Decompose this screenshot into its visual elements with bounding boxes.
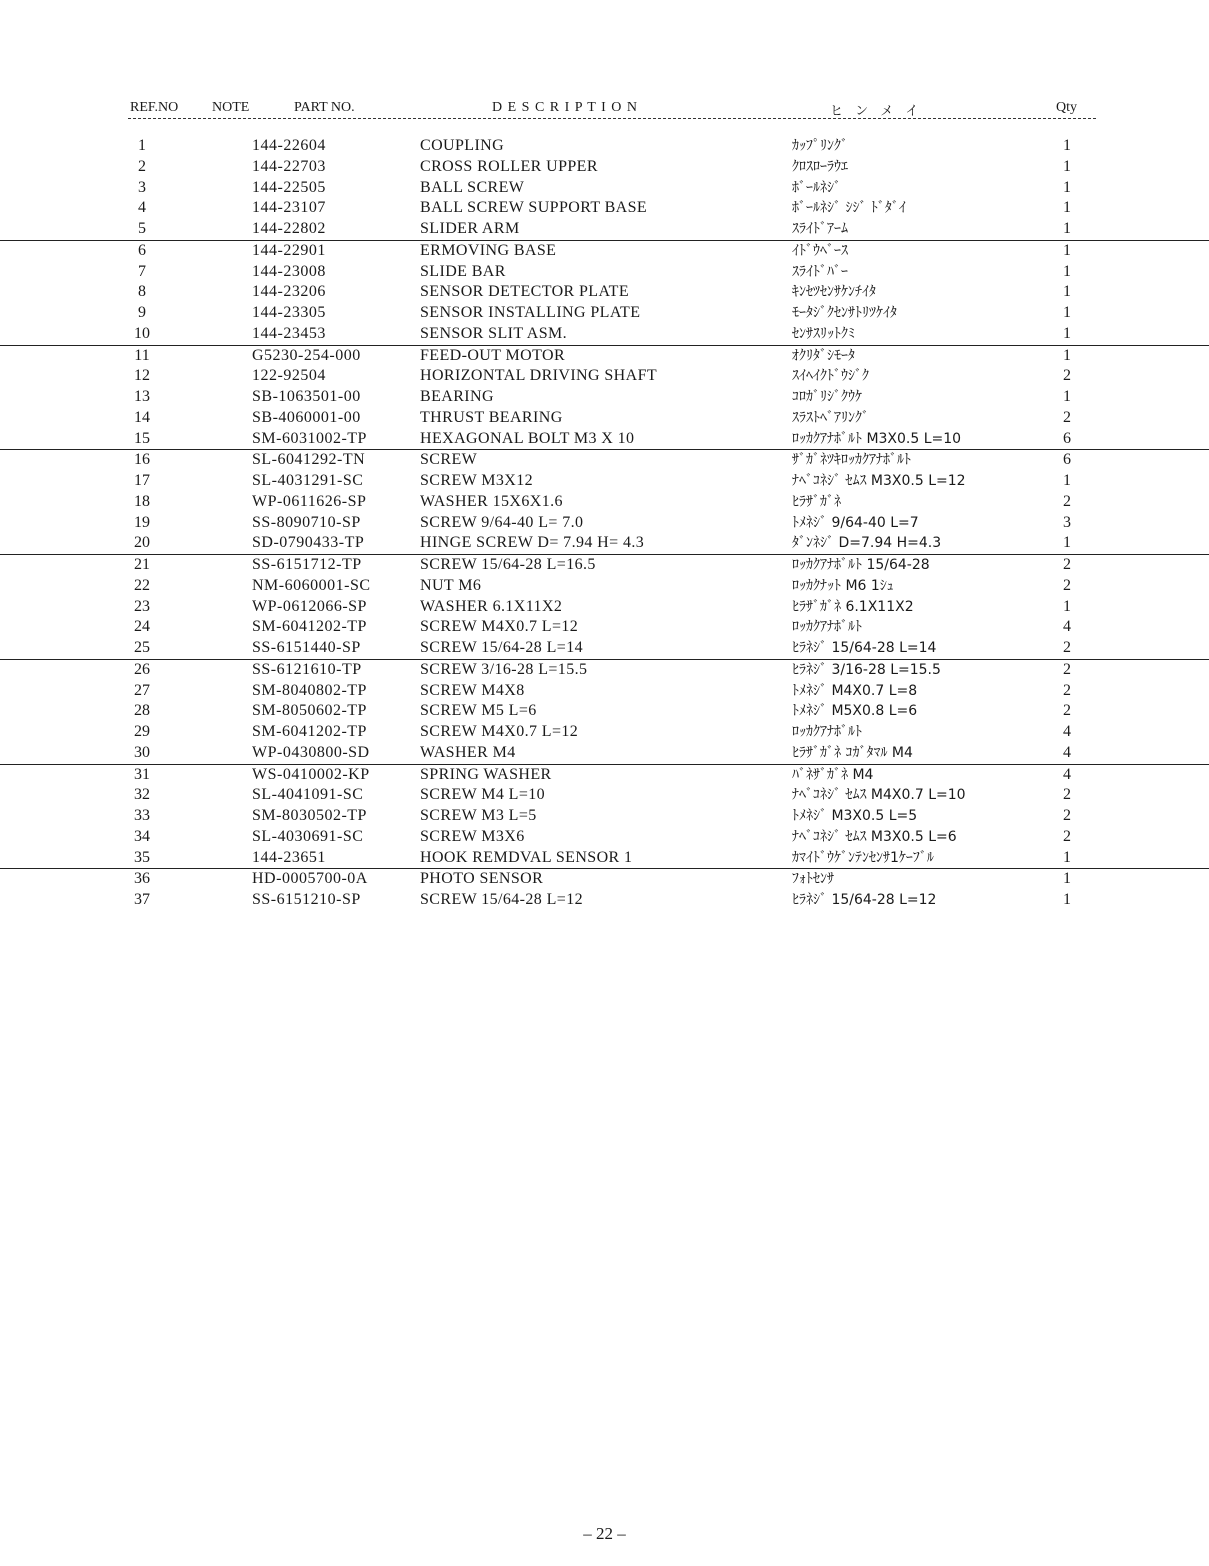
japanese-name-cell: ﾎﾞｰﾙﾈｼﾞ [792,179,841,196]
qty-cell: 2 [1063,681,1071,699]
table-row [0,533,1209,554]
qty-cell: 1 [1063,220,1071,237]
ref-no-cell: 2 [138,157,146,175]
part-no-cell: SM-8050602-TP [252,702,367,720]
ref-no-cell: 23 [134,597,150,615]
description-cell: HORIZONTAL DRIVING SHAFT [420,367,658,385]
part-no-cell: WP-0430800-SD [252,743,370,761]
table-row [0,576,1209,597]
part-no-cell: SM-8040802-TP [252,681,367,699]
header-ref-no: REF.NO [130,100,179,115]
description-cell: BEARING [420,388,494,405]
ref-no-cell: 19 [134,513,150,531]
qty-cell: 2 [1063,660,1071,678]
table-row [0,701,1209,722]
part-no-cell: 144-23008 [252,262,326,280]
table-row [0,806,1209,827]
ref-no-cell: 6 [138,241,146,259]
japanese-name-cell: ﾋﾗｻﾞｶﾞﾈ ｺｶﾞﾀﾏﾙ M4 [792,744,913,761]
qty-cell: 4 [1063,743,1071,761]
description-cell: SCREW M3X12 [420,472,534,489]
table-row [0,262,1209,283]
description-cell: SCREW 3/16-28 L=15.5 [420,660,588,678]
table-row [0,681,1209,702]
table-row [0,136,1209,157]
part-no-cell: SS-6121610-TP [252,660,362,678]
japanese-name-cell: ﾋﾗﾈｼﾞ 15/64-28 L=14 [792,640,937,656]
ref-no-cell: 11 [134,346,150,364]
ref-no-cell: 7 [138,262,146,280]
part-no-cell: SS-6151210-SP [252,891,361,908]
ref-no-cell: 1 [138,137,146,154]
japanese-name-cell: ﾛｯｶｸﾅｯﾄ M6 1ｼｭ [792,577,894,594]
table-row [0,848,1209,869]
part-no-cell: 144-22505 [252,178,326,196]
qty-cell: 1 [1063,241,1071,259]
ref-no-cell: 34 [134,827,150,845]
header-description: D E S C R I P T I O N [492,100,638,115]
qty-cell: 4 [1063,723,1071,740]
japanese-name-cell: ﾋﾗﾈｼﾞ 3/16-28 L=15.5 [792,661,941,678]
part-no-cell: 144-22901 [252,241,326,259]
table-row [0,638,1209,659]
table-row [0,659,1209,681]
qty-cell: 1 [1063,534,1071,552]
table-row [0,890,1209,911]
description-cell: SCREW M4X8 [420,681,525,699]
ref-no-cell: 21 [134,556,150,573]
qty-cell: 2 [1063,639,1071,656]
qty-cell: 1 [1063,178,1071,196]
table-row [0,513,1209,534]
ref-no-cell: 24 [134,618,150,636]
japanese-name-cell: ﾄﾒﾈｼﾞ M4X0.7 L=8 [792,682,918,699]
ref-no-cell: 9 [138,304,146,321]
qty-cell: 1 [1063,304,1071,321]
table-row [0,324,1209,345]
part-no-cell: 122-92504 [252,367,326,385]
ref-no-cell: 31 [134,765,150,783]
part-no-cell: G5230-254-000 [252,346,361,364]
japanese-name-cell: ｺﾛｶﾞﾘｼﾞｸｳｹ [792,389,862,405]
qty-cell: 2 [1063,367,1071,385]
description-cell: HEXAGONAL BOLT M3 X 10 [420,429,635,447]
description-cell: SCREW [420,451,478,469]
header-rule [128,118,1096,119]
table-row [0,282,1209,303]
qty-cell: 2 [1063,827,1071,845]
qty-cell: 4 [1063,765,1071,783]
ref-no-cell: 4 [138,199,146,217]
table-row [0,827,1209,848]
ref-no-cell: 27 [134,681,150,699]
ref-no-cell: 26 [134,660,150,678]
part-no-cell: SS-8090710-SP [252,513,361,531]
japanese-name-cell: ｸﾛｽﾛｰﾗｳｴ [792,158,848,175]
japanese-name-cell: ﾄﾒﾈｼﾞ M5X0.8 L=6 [792,703,918,720]
part-no-cell: 144-22604 [252,137,326,154]
description-cell: WASHER 6.1X11X2 [420,597,563,615]
ref-no-cell: 20 [134,534,150,552]
japanese-name-cell: ﾀﾞﾝﾈｼﾞ D=7.94 H=4.3 [792,535,942,552]
qty-cell: 1 [1063,137,1071,154]
japanese-name-cell: ﾅﾍﾞｺﾈｼﾞ ｾﾑｽ M3X0.5 L=12 [792,473,966,489]
table-row [0,429,1209,450]
description-cell: SENSOR DETECTOR PLATE [420,283,630,301]
part-no-cell: 144-23651 [252,848,326,866]
description-cell: SCREW M4 L=10 [420,786,546,804]
ref-no-cell: 17 [134,472,150,489]
table-row [0,387,1209,408]
table-row [0,345,1209,367]
part-no-cell: SM-8030502-TP [252,807,367,824]
ref-no-cell: 36 [134,870,150,888]
description-cell: SLIDER ARM [420,220,520,237]
table-row [0,617,1209,638]
table-row [0,471,1209,492]
description-cell: SCREW M3X6 [420,827,525,845]
qty-cell: 2 [1063,408,1071,426]
japanese-name-cell: ﾌｫﾄｾﾝｻ [792,871,834,888]
part-no-cell: HD-0005700-0A [252,870,368,888]
ref-no-cell: 22 [134,576,150,594]
table-row [0,597,1209,618]
description-cell: BALL SCREW [420,178,525,196]
description-cell: WASHER M4 [420,743,516,761]
ref-no-cell: 3 [138,178,146,196]
table-row [0,219,1209,240]
ref-no-cell: 10 [134,324,150,342]
description-cell: SCREW 15/64-28 L=16.5 [420,556,596,573]
qty-cell: 6 [1063,429,1071,447]
japanese-name-cell: ｵｸﾘﾀﾞｼﾓｰﾀ [792,347,855,364]
qty-cell: 2 [1063,786,1071,804]
ref-no-cell: 28 [134,702,150,720]
table-row [0,240,1209,262]
description-cell: SLIDE BAR [420,262,506,280]
japanese-name-cell: ﾛｯｶｸｱﾅﾎﾞﾙﾄ 15/64-28 [792,557,930,573]
japanese-name-cell: ｽﾗｲﾄﾞﾊﾞｰ [792,263,848,280]
japanese-name-cell: ﾓｰﾀｼﾞｸｾﾝｻﾄﾘﾂｹｲﾀ [792,305,897,321]
description-cell: SCREW M4X0.7 L=12 [420,723,579,740]
table-row [0,178,1209,199]
part-no-cell: 144-23453 [252,324,326,342]
description-cell: FEED-OUT MOTOR [420,346,566,364]
qty-cell: 4 [1063,618,1071,636]
header-japanese-name: ヒ ン メ イ [830,104,923,119]
japanese-name-cell: ﾅﾍﾞｺﾈｼﾞ ｾﾑｽ M3X0.5 L=6 [792,828,957,845]
table-row [0,198,1209,219]
part-no-cell: SL-6041292-TN [252,451,366,469]
qty-cell: 2 [1063,807,1071,824]
part-no-cell: NM-6060001-SC [252,576,371,594]
table-row [0,764,1209,786]
part-no-cell: 144-23206 [252,283,326,301]
description-cell: SCREW 9/64-40 L= 7.0 [420,513,584,531]
description-cell: ERMOVING BASE [420,241,557,259]
page-number: – 22 – [583,1524,626,1543]
part-no-cell: 144-22802 [252,220,326,237]
description-cell: SCREW 15/64-28 L=12 [420,891,583,908]
part-no-cell: SB-4060001-00 [252,408,361,426]
japanese-name-cell: ｽｲﾍｲｸﾄﾞｳｼﾞｸ [792,368,869,385]
qty-cell: 3 [1063,513,1071,531]
part-no-cell: SS-6151712-TP [252,556,362,573]
ref-no-cell: 32 [134,786,150,804]
japanese-name-cell: ｶｯﾌﾟﾘﾝｸﾞ [792,138,848,154]
part-no-cell: SL-4041091-SC [252,786,364,804]
part-no-cell: SD-0790433-TP [252,534,365,552]
japanese-name-cell: ﾊﾞﾈｻﾞｶﾞﾈ M4 [792,766,874,783]
part-no-cell: SM-6041202-TP [252,723,367,740]
qty-cell: 1 [1063,891,1071,908]
japanese-name-cell: ﾄﾒﾈｼﾞ 9/64-40 L=7 [792,514,919,531]
ref-no-cell: 18 [134,492,150,510]
table-row [0,449,1209,471]
japanese-name-cell: ﾛｯｶｸｱﾅﾎﾞﾙﾄ [792,724,862,740]
qty-cell: 1 [1063,346,1071,364]
qty-cell: 6 [1063,451,1071,469]
header-qty: Qty [1056,100,1077,115]
description-cell: SCREW M5 L=6 [420,702,537,720]
ref-no-cell: 30 [134,743,150,761]
description-cell: COUPLING [420,137,505,154]
japanese-name-cell: ﾛｯｶｸｱﾅﾎﾞﾙﾄ M3X0.5 L=10 [792,430,962,447]
qty-cell: 1 [1063,870,1071,888]
qty-cell: 1 [1063,388,1071,405]
ref-no-cell: 14 [134,408,150,426]
japanese-name-cell: ｷﾝｾﾂｾﾝｻｹﾝﾁｲﾀ [792,284,876,301]
ref-no-cell: 37 [134,891,150,908]
description-cell: THRUST BEARING [420,408,563,426]
parts-table [0,136,1209,911]
table-row [0,722,1209,743]
description-cell: PHOTO SENSOR [420,870,544,888]
japanese-name-cell: ﾎﾞｰﾙﾈｼﾞ ｼｼﾞ ﾄﾞﾀﾞｲ [792,200,906,217]
ref-no-cell: 12 [134,367,150,385]
qty-cell: 1 [1063,597,1071,615]
table-row [0,785,1209,806]
qty-cell: 1 [1063,472,1071,489]
japanese-name-cell: ﾋﾗｻﾞｶﾞﾈ 6.1X11X2 [792,598,914,615]
japanese-name-cell: ﾄﾒﾈｼﾞ M3X0.5 L=5 [792,808,918,824]
part-no-cell: 144-22703 [252,157,326,175]
qty-cell: 2 [1063,556,1071,573]
ref-no-cell: 13 [134,388,150,405]
description-cell: SENSOR SLIT ASM. [420,324,568,342]
table-row [0,408,1209,429]
japanese-name-cell: ｶﾏｲﾄﾞｳｹﾞﾝﾃﾝｾﾝｻ1ｹｰﾌﾞﾙ [792,849,934,866]
part-no-cell: WS-0410002-KP [252,765,370,783]
qty-cell: 1 [1063,199,1071,217]
description-cell: SENSOR INSTALLING PLATE [420,304,641,321]
ref-no-cell: 35 [134,848,150,866]
description-cell: NUT M6 [420,576,482,594]
description-cell: SCREW M3 L=5 [420,807,537,824]
table-row [0,743,1209,764]
part-no-cell: 144-23107 [252,199,326,217]
part-no-cell: SM-6041202-TP [252,618,367,636]
ref-no-cell: 29 [134,723,150,740]
part-no-cell: WP-0611626-SP [252,492,367,510]
ref-no-cell: 5 [138,220,146,237]
qty-cell: 2 [1063,576,1071,594]
part-no-cell: SL-4030691-SC [252,827,364,845]
description-cell: HOOK REMDVAL SENSOR 1 [420,848,633,866]
description-cell: HINGE SCREW D= 7.94 H= 4.3 [420,534,645,552]
ref-no-cell: 33 [134,807,150,824]
part-no-cell: WP-0612066-SP [252,597,367,615]
japanese-name-cell: ﾋﾗｻﾞｶﾞﾈ [792,493,841,510]
qty-cell: 1 [1063,324,1071,342]
japanese-name-cell: ﾛｯｶｸｱﾅﾎﾞﾙﾄ [792,619,862,636]
japanese-name-cell: ﾋﾗﾈｼﾞ 15/64-28 L=12 [792,892,937,908]
description-cell: BALL SCREW SUPPORT BASE [420,199,648,217]
description-cell: SCREW M4X0.7 L=12 [420,618,579,636]
qty-cell: 1 [1063,283,1071,301]
part-no-cell: SL-4031291-SC [252,472,364,489]
header-note: NOTE [212,100,250,115]
part-no-cell: SM-6031002-TP [252,429,367,447]
table-row [0,492,1209,513]
qty-cell: 1 [1063,848,1071,866]
ref-no-cell: 8 [138,283,146,301]
table-row [0,303,1209,324]
part-no-cell: SB-1063501-00 [252,388,361,405]
description-cell: WASHER 15X6X1.6 [420,492,563,510]
description-cell: SPRING WASHER [420,765,552,783]
part-no-cell: SS-6151440-SP [252,639,361,656]
table-row [0,366,1209,387]
qty-cell: 2 [1063,702,1071,720]
table-row [0,554,1209,576]
part-no-cell: 144-23305 [252,304,326,321]
header-part-no: PART NO. [294,100,355,115]
qty-cell: 1 [1063,157,1071,175]
japanese-name-cell: ﾅﾍﾞｺﾈｼﾞ ｾﾑｽ M4X0.7 L=10 [792,787,966,804]
table-row [0,868,1209,890]
japanese-name-cell: ｻﾞｶﾞﾈﾂｷﾛｯｶｸｱﾅﾎﾞﾙﾄ [792,452,911,469]
table-row [0,157,1209,178]
description-cell: CROSS ROLLER UPPER [420,157,598,175]
ref-no-cell: 25 [134,639,150,656]
qty-cell: 1 [1063,262,1071,280]
ref-no-cell: 16 [134,451,150,469]
qty-cell: 2 [1063,492,1071,510]
ref-no-cell: 15 [134,429,150,447]
description-cell: SCREW 15/64-28 L=14 [420,639,583,656]
japanese-name-cell: ｽﾗｽﾄﾍﾞｱﾘﾝｸﾞ [792,409,869,426]
japanese-name-cell: ｲﾄﾞｳﾍﾞｰｽ [792,242,848,259]
japanese-name-cell: ｾﾝｻｽﾘｯﾄｸﾐ [792,325,855,342]
japanese-name-cell: ｽﾗｲﾄﾞｱｰﾑ [792,221,848,237]
